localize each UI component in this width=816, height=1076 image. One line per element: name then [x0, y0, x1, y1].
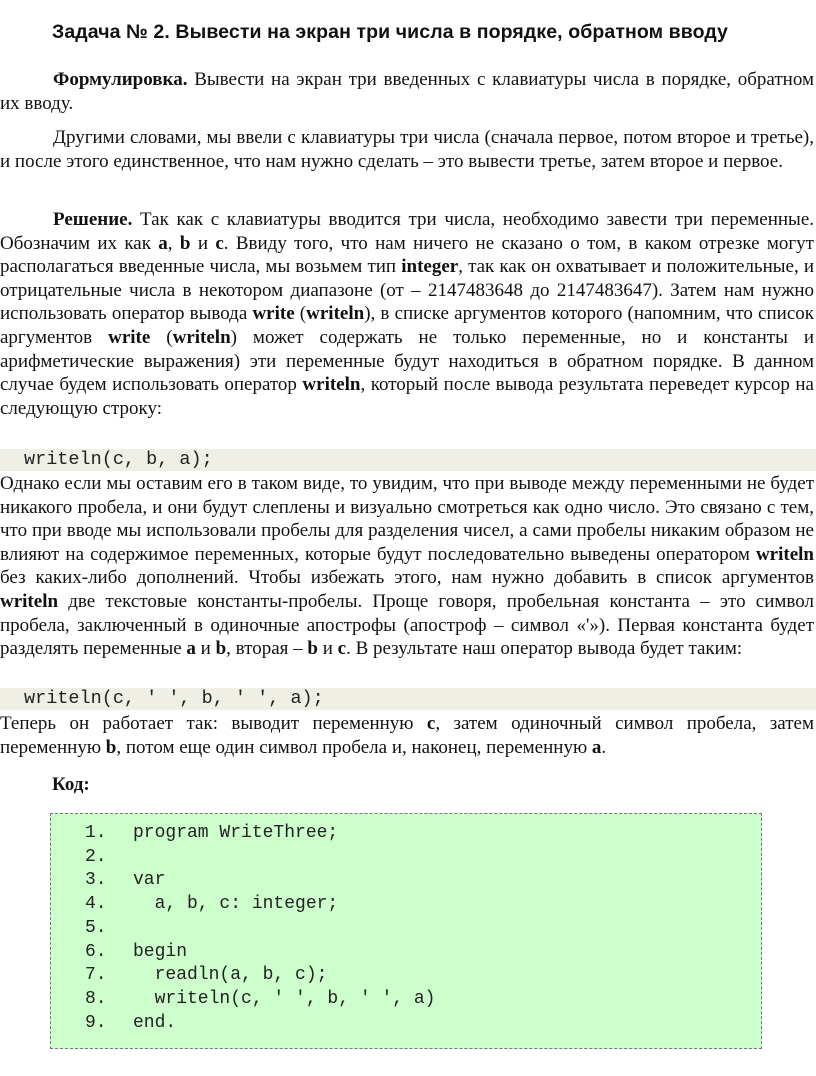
code-heading: Код: — [52, 774, 90, 795]
solution-text: ( — [294, 303, 307, 325]
solution-text: , — [167, 232, 180, 254]
solution-text: ) может содержать не только переменные, но и константы и арифметические выражения) эти переменные будут находиться в обратном порядке. В данном случае будем использовать оператор — [0, 326, 815, 396]
explanation-paragraph — [0, 472, 814, 661]
line-number: 2. — [85, 846, 107, 867]
result-text: . — [601, 736, 607, 758]
keyword-integer: integer — [401, 256, 459, 278]
code-line-spaced-output: writeln(c, ' ', b, ' ', a); — [0, 688, 816, 710]
line-code: writeln(c, ' ', b, ' ', a) — [133, 988, 436, 1009]
line-number: 8. — [85, 988, 107, 1009]
explanation-text: две текстовые константы-пробелы. Проще говоря, пробельная константа – это символ пробела, заключенный в одиночные апострофы (апостроф – символ «'»). Первая константа будет разделять переменные — [0, 590, 814, 660]
var-b: b — [215, 638, 227, 660]
line-code: program WriteThree; — [133, 823, 339, 843]
var-a: a — [186, 638, 196, 660]
explanation-text: . В результате наш оператор вывода будет таким: — [346, 638, 743, 660]
solution-text: Так как с клавиатуры вводится три числа, необходимо завести три переменные. Обозначим их как — [0, 209, 814, 254]
code-listing-line — [85, 893, 435, 917]
keyword-write: write — [252, 303, 295, 325]
result-text: Теперь он работает так: выводит переменную — [0, 713, 427, 734]
keyword-writeln: writeln — [306, 303, 365, 325]
formulation-label: Формулировка. — [53, 69, 188, 90]
solution-text: ), в списке аргументов которого (напомним, что список аргументов — [0, 303, 814, 348]
solution-label: Решение. — [53, 209, 133, 230]
solution-text: , так как он охватывает и положительные, и отрицательные числа в некотором диапазоне (от – 2147483648 до 2147483647). Затем нам нужно использовать оператор вывода — [0, 256, 814, 325]
formulation-paragraph — [0, 68, 814, 115]
var-b: b — [179, 232, 191, 254]
explanation-text: Однако если мы оставим его в таком виде, то увидим, что при выводе между переменными не будет никакого пробела, и они будут слеплены и визуально смотреться как одно число. Это связано с тем, что при вводе мы использовали пробелы для разделения чисел, а сами пробелы никаким образом не влияют на содержимое переменных, которые будут последовательно выведены оператором — [0, 473, 814, 565]
line-code: begin — [133, 941, 188, 962]
result-paragraph — [0, 712, 814, 759]
keyword-write: write — [108, 326, 151, 348]
line-number: 7. — [85, 965, 107, 986]
line-number: 3. — [85, 870, 107, 891]
code-listing-line — [85, 988, 435, 1012]
line-number: 6. — [85, 941, 107, 962]
code-listing-line — [85, 1012, 435, 1036]
solution-paragraph — [0, 208, 814, 420]
keyword-writeln: writeln — [172, 326, 231, 348]
line-number: 1. — [85, 823, 107, 843]
solution-text: и — [190, 232, 216, 254]
code-listing-line — [85, 846, 435, 870]
code-line-simple-output: writeln(c, b, a); — [0, 449, 816, 471]
code-listing-line — [85, 941, 435, 965]
code-listing-line — [85, 869, 435, 893]
result-text: , потом еще один символ пробела и, наконец, переменную — [116, 736, 592, 758]
solution-text: ( — [150, 326, 173, 348]
page-title: Задача № 2. Вывести на экран три числа в порядке, обратном вводу — [52, 21, 728, 43]
var-b: b — [105, 736, 117, 758]
code-listing — [85, 822, 435, 1035]
line-number: 4. — [85, 894, 107, 915]
code-listing-line — [85, 822, 435, 846]
restatement-paragraph: Другими словами, мы ввели с клавиатуры три числа (сначала первое, потом второе и третье), и после этого единственное, что нам нужно сделать – это вывести третье, затем второе и первое. — [0, 127, 814, 172]
formulation-text: Вывести на экран три введенных с клавиатуры числа в порядке, обратном их вводу. — [0, 69, 814, 114]
var-c: c — [337, 638, 347, 660]
var-b: b — [307, 638, 318, 660]
keyword-writeln: writeln — [755, 543, 814, 565]
line-number: 9. — [85, 1012, 107, 1033]
var-c: c — [426, 713, 436, 734]
line-code: a, b, c: integer; — [133, 894, 339, 915]
line-code: readln(a, b, c); — [133, 965, 328, 986]
keyword-writeln: writeln — [0, 590, 59, 612]
explanation-text: без каких-либо дополнений. Чтобы избежать этого, нам нужно добавить в список аргументов — [0, 567, 814, 589]
line-number: 5. — [85, 917, 107, 938]
var-c: c — [215, 232, 224, 254]
var-a: a — [591, 736, 602, 758]
code-listing-line — [85, 964, 435, 988]
var-a: a — [158, 232, 168, 254]
solution-text: , который после вывода результата переведет курсор на следующую строку: — [0, 374, 814, 419]
explanation-text: и — [317, 638, 338, 660]
explanation-text: , вторая – — [226, 638, 308, 660]
code-listing-line — [85, 917, 435, 941]
code-listing-box — [50, 813, 762, 1049]
line-code: end. — [133, 1012, 177, 1033]
solution-text: . Ввиду того, что нам ничего не сказано о том, в каком отрезке могут располагаться введенные числа, мы возьмем тип — [0, 232, 814, 278]
keyword-writeln: writeln — [302, 374, 361, 396]
explanation-text: и — [195, 638, 216, 660]
result-text: , затем одиночный символ пробела, затем переменную — [0, 713, 814, 758]
line-code: var — [133, 870, 166, 891]
